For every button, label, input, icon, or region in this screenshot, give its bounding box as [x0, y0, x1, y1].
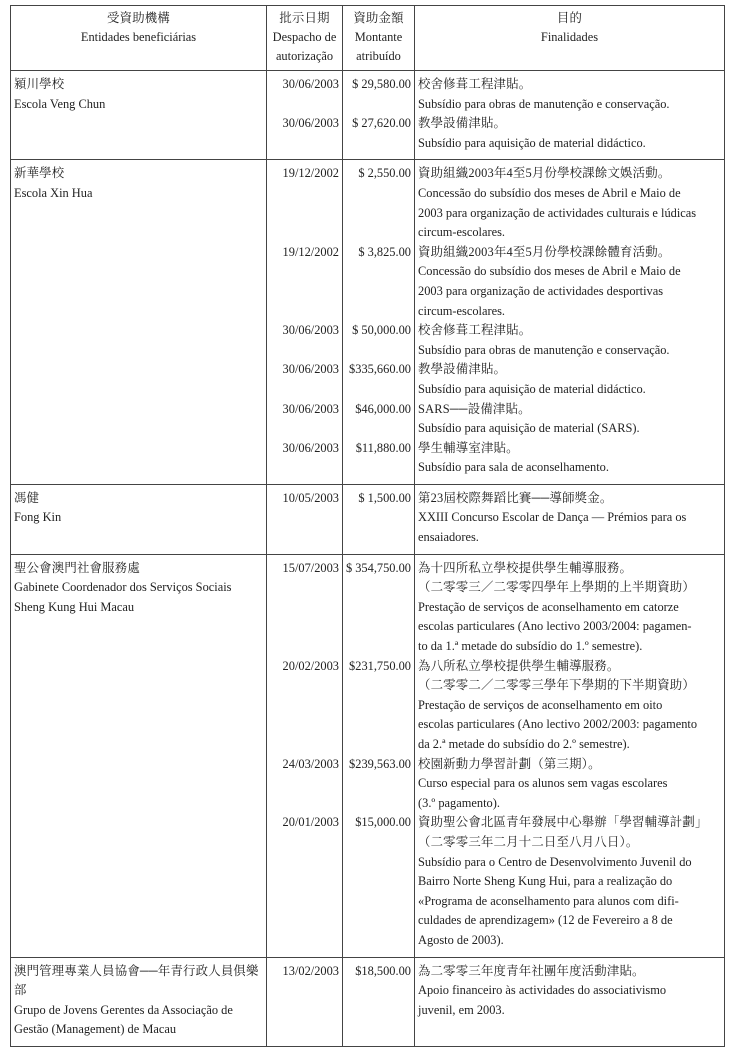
header-amount-pt1: Montante: [354, 30, 403, 44]
header-entities-zh: 受資助機構: [107, 11, 170, 25]
purpose-pt: Concessão do subsídio dos meses de Abril e Maio de: [418, 185, 681, 200]
grants-table: [10, 5, 725, 1047]
date-cell: [267, 554, 343, 957]
purpose-pt: 2003 para organização de actividades culturais e lúdicas: [418, 205, 697, 220]
entity-name-zh: 馮健: [14, 490, 40, 505]
approval-date: 20/02/2003: [282, 658, 339, 673]
purpose-pt: Subsídio para obras de manutenção e conservação.: [418, 96, 670, 111]
purpose-zh: （二零零二／二零零三學年下學期的下半期資助）: [418, 678, 695, 693]
purpose-pt: da 2.ª metade do subsídio do 2.º semestre).: [418, 737, 630, 751]
entity-name-pt: Escola Xin Hua: [14, 185, 93, 200]
purpose-zh: 學生輔導室津貼。: [418, 440, 519, 455]
header-purpose-zh: 目的: [556, 11, 583, 25]
purpose-pt: Apoio financeiro às actividades do associativismo: [418, 983, 667, 998]
purpose-pt: Subsídio para obras de manutenção e conservação.: [418, 342, 670, 357]
grant-amount: $11,880.00: [355, 440, 411, 455]
date-cell: [267, 957, 343, 1046]
purpose-cell: [415, 484, 725, 554]
purpose-pt: 2003 para organização de actividades desportivas: [418, 283, 664, 298]
purpose-pt: (3.º pagamento).: [418, 795, 500, 810]
table-row: [11, 71, 725, 160]
grant-amount: $18,500.00: [355, 963, 411, 978]
purpose-pt: Subsídio para o Centro de Desenvolvimento Juvenil do: [418, 854, 692, 869]
entity-name-pt: Sheng Kung Hui Macau: [14, 599, 135, 614]
entity-name-pt: Grupo de Jovens Gerentes da Associação de Gestão (Management) de Macau: [14, 1002, 233, 1037]
date-cell: [267, 484, 343, 554]
approval-date: 19/12/2002: [282, 166, 339, 181]
header-amount-pt2: atribuído: [356, 49, 401, 63]
purpose-zh: 資助聖公會北區青年發展中心舉辦「學習輔導計劃」: [418, 815, 708, 830]
purpose-cell: [415, 160, 725, 485]
entity-cell: [11, 71, 267, 160]
entity-name-pt: Gabinete Coordenador dos Serviços Sociais: [14, 580, 232, 595]
purpose-cell: [415, 71, 725, 160]
grant-amount: $ 2,550.00: [358, 166, 411, 181]
approval-date: 24/03/2003: [282, 756, 339, 771]
grant-amount: $ 3,825.00: [358, 244, 411, 259]
entity-name-zh: 聖公會澳門社會服務處: [14, 560, 140, 575]
header-entities-pt: Entidades beneficiárias: [80, 30, 197, 44]
grant-amount: $ 1,500.00: [358, 490, 411, 505]
purpose-pt: Subsídio para aquisição de material didáctico.: [418, 381, 646, 396]
purpose-zh: （二零零三／二零零四學年上學期的上半期資助）: [418, 580, 695, 595]
table-header-row: [11, 6, 725, 71]
header-amount: [343, 6, 415, 71]
amount-cell: [343, 554, 415, 957]
purpose-cell: [415, 554, 725, 957]
entity-name-pt: Escola Veng Chun: [14, 96, 106, 111]
purpose-zh: 教學設備津貼。: [418, 362, 507, 377]
approval-date: 15/07/2003: [282, 560, 339, 575]
purpose-zh: 資助組織2003年4至5月份學校課餘文娛活動。: [418, 166, 671, 181]
purpose-pt: Subsídio para sala de aconselhamento.: [418, 460, 609, 475]
purpose-pt: circum-escolares.: [418, 303, 506, 318]
header-purpose: [415, 6, 725, 71]
purpose-pt: escolas particulares (Ano lectivo 2003/2004: pagamen-: [418, 619, 692, 634]
purpose-cell: [415, 957, 725, 1046]
entity-cell: [11, 484, 267, 554]
amount-cell: [343, 160, 415, 485]
purpose-zh: 校舍修葺工程津貼。: [418, 323, 532, 338]
header-date: [267, 6, 343, 71]
purpose-pt: ensaiadores.: [418, 530, 479, 545]
date-cell: [267, 71, 343, 160]
approval-date: 20/01/2003: [282, 815, 339, 830]
table-row: [11, 554, 725, 957]
entity-cell: [11, 957, 267, 1046]
purpose-pt: Bairro Norte Sheng Kung Hui, para a realização do: [418, 874, 673, 889]
grant-amount: $15,000.00: [355, 815, 411, 830]
grant-amount: $239,563.00: [349, 756, 411, 771]
entity-name-zh: 潁川學校: [14, 77, 65, 91]
entity-cell: [11, 554, 267, 957]
approval-date: 19/12/2002: [282, 244, 339, 259]
entity-name-zh: 澳門管理專業人員協會──年青行政人員俱樂部: [14, 963, 259, 998]
purpose-pt: Subsídio para aquisição de material didáctico.: [418, 135, 646, 150]
date-cell: [267, 160, 343, 485]
purpose-pt: Curso especial para os alunos sem vagas escolares: [418, 776, 668, 791]
amount-cell: [343, 484, 415, 554]
purpose-pt: «Programa de aconselhamento para alunos com difi-: [418, 893, 679, 908]
grant-amount: $ 27,620.00: [352, 116, 411, 131]
purpose-zh: 為二零零三年度青年社團年度活動津貼。: [418, 963, 645, 978]
approval-date: 13/02/2003: [282, 963, 339, 978]
purpose-pt: Subsídio para aquisição de material (SARS).: [418, 421, 640, 436]
purpose-pt: circum-escolares.: [418, 225, 506, 240]
entity-name-zh: 新華學校: [14, 166, 65, 181]
approval-date: 30/06/2003: [282, 116, 339, 131]
approval-date: 10/05/2003: [282, 490, 339, 505]
table-row: [11, 160, 725, 485]
header-purpose-pt: Finalidades: [540, 30, 599, 44]
purpose-zh: 資助組織2003年4至5月份學校課餘體育活動。: [418, 244, 671, 259]
purpose-pt: escolas particulares (Ano lectivo 2002/2003: pagamento: [418, 717, 698, 732]
purpose-zh: 為八所私立學校提供學生輔導服務。: [418, 658, 620, 673]
purpose-pt: Prestação de serviços de aconselhamento em catorze: [418, 599, 679, 614]
purpose-zh: （二零零三年二月十二日至八月八日）。: [418, 834, 639, 849]
purpose-zh: 校園新動力學習計劃（第三期）。: [418, 756, 601, 771]
amount-cell: [343, 957, 415, 1046]
purpose-pt: Concessão do subsídio dos meses de Abril e Maio de: [418, 264, 681, 279]
purpose-pt: to da 1.ª metade do subsídio do 1.º semestre).: [418, 639, 643, 654]
grant-amount: $ 29,580.00: [352, 77, 411, 91]
table-row: [11, 484, 725, 554]
grant-amount: $231,750.00: [349, 658, 411, 673]
purpose-zh: 為十四所私立學校提供學生輔導服務。: [418, 560, 633, 575]
header-date-pt2: autorização: [275, 49, 334, 63]
purpose-zh: 教學設備津貼。: [418, 116, 507, 131]
purpose-zh: 第23屆校際舞蹈比賽──導師獎金。: [418, 490, 613, 505]
header-date-zh: 批示日期: [279, 11, 330, 25]
grant-amount: $ 50,000.00: [352, 323, 411, 338]
purpose-pt: XXIII Concurso Escolar de Dança — Prémios para os: [418, 510, 687, 525]
header-entities: [11, 6, 267, 71]
entity-cell: [11, 160, 267, 485]
grant-amount: $335,660.00: [349, 362, 411, 377]
approval-date: 30/06/2003: [282, 77, 339, 91]
header-date-pt1: Despacho de: [272, 30, 337, 44]
approval-date: 30/06/2003: [282, 440, 339, 455]
grant-amount: $ 354,750.00: [345, 560, 411, 575]
purpose-pt: Prestação de serviços de aconselhamento em oito: [418, 697, 663, 712]
purpose-zh: 校舍修葺工程津貼。: [418, 77, 532, 91]
purpose-zh: SARS──設備津貼。: [418, 401, 531, 416]
approval-date: 30/06/2003: [282, 362, 339, 377]
entity-name-pt: Fong Kin: [14, 510, 62, 525]
approval-date: 30/06/2003: [282, 401, 339, 416]
amount-cell: [343, 71, 415, 160]
approval-date: 30/06/2003: [282, 323, 339, 338]
table-row: [11, 957, 725, 1046]
purpose-pt: Agosto de 2003).: [418, 932, 504, 947]
grant-amount: $46,000.00: [355, 401, 411, 416]
purpose-pt: culdades de aprendizagem» (12 de Fevereiro a 8 de: [418, 913, 673, 928]
purpose-pt: juvenil, em 2003.: [418, 1002, 505, 1017]
header-amount-zh: 資助金額: [353, 11, 404, 25]
